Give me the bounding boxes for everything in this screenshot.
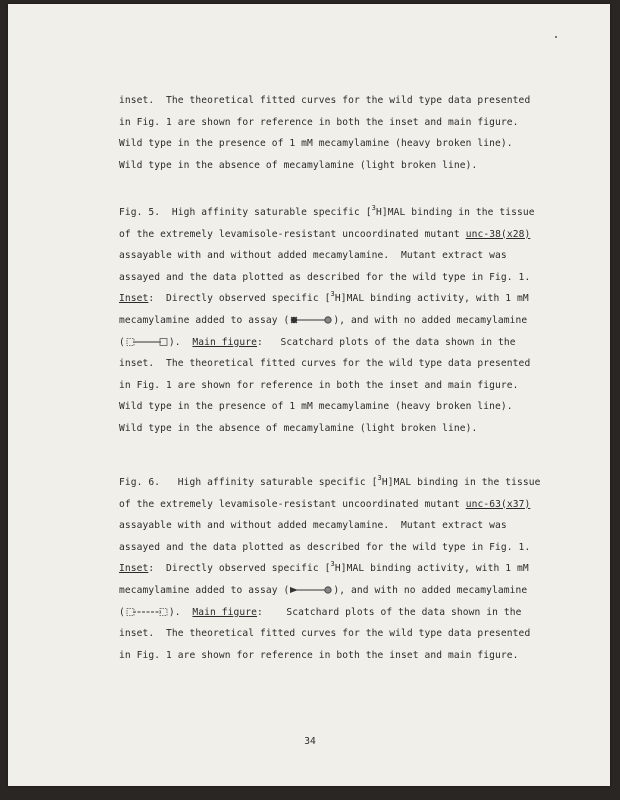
text-run: : Directly observed specific [: [148, 293, 331, 305]
legend-continuation: [119, 90, 539, 176]
text-run: mecamylamine added to assay (: [119, 314, 290, 326]
text-run: H]MAL binding in the tissue: [381, 477, 541, 488]
text-run: H]MAL binding activity, with 1 mM: [334, 563, 529, 575]
text-run: : Scatchard plots of the data shown in the: [257, 336, 516, 348]
superscript: 3: [371, 203, 376, 212]
text-line: [119, 224, 539, 246]
filled-symbol-line-icon: [289, 585, 333, 595]
mutant-name: unc-38(x28): [465, 228, 531, 240]
text-run: mecamylamine added to assay (: [119, 584, 290, 596]
filled-symbol-line-icon: [289, 315, 333, 325]
text-line: Wild type in the presence of 1 mM mecamylamine (heavy broken line).: [119, 138, 513, 150]
superscript: 3: [330, 560, 335, 569]
text-run: Fig. 5. High affinity saturable specific [: [119, 207, 372, 218]
text-run: of the extremely levamisole-resistant uncoordinated mutant: [119, 228, 466, 240]
text-line: inset. The theoretical fitted curves for the wild type data presented: [119, 358, 531, 370]
text-line: [119, 558, 539, 580]
text-line: inset. The theoretical fitted curves for the wild type data presented: [119, 95, 531, 106]
text-line: inset. The theoretical fitted curves for the wild type data presented: [119, 628, 531, 640]
inset-label: Inset: [119, 563, 149, 575]
text-line: in Fig. 1 are shown for reference in both the inset and main figure.: [119, 116, 519, 128]
text-line: [119, 494, 539, 516]
text-run: Fig. 6. High affinity saturable specific [: [119, 477, 378, 488]
text-line: Wild type in the absence of mecamylamine (light broken line).: [119, 159, 478, 171]
mutant-name: unc-63(x37): [465, 498, 531, 510]
page-number: 34: [304, 736, 316, 747]
figure-5-legend: [119, 202, 539, 440]
text-line: assayable with and without added mecamylamine. Mutant extract was: [119, 250, 507, 262]
text-run: (: [119, 606, 125, 618]
text-run: ).: [168, 606, 193, 618]
text-line: [119, 602, 539, 624]
text-line: Wild type in the absence of mecamylamine (light broken line).: [119, 422, 478, 434]
text-line: assayable with and without added mecamylamine. Mutant extract was: [119, 520, 507, 532]
text-run: : Directly observed specific [: [148, 563, 331, 575]
open-square-line-icon: [125, 607, 169, 617]
text-line: Wild type in the presence of 1 mM mecamylamine (heavy broken line).: [119, 401, 513, 413]
text-run: H]MAL binding activity, with 1 mM: [334, 293, 529, 305]
text-run: (: [119, 336, 125, 348]
text-line: [119, 332, 539, 354]
text-run: ).: [168, 336, 193, 348]
text-line: in Fig. 1 are shown for reference in both the inset and main figure.: [119, 649, 519, 661]
superscript: 3: [377, 473, 382, 482]
text-run: ), and with no added mecamylamine: [333, 584, 528, 596]
text-line: [119, 472, 539, 494]
text-run: : Scatchard plots of the data shown in the: [257, 606, 522, 618]
text-line: [119, 288, 539, 310]
text-run: of the extremely levamisole-resistant uncoordinated mutant: [119, 498, 466, 510]
text-line: assayed and the data plotted as described for the wild type in Fig. 1.: [119, 541, 531, 553]
superscript: 3: [330, 290, 335, 299]
text-line: assayed and the data plotted as described for the wild type in Fig. 1.: [119, 271, 531, 283]
inset-label: Inset: [119, 293, 149, 305]
main-figure-label: Main figure: [192, 606, 258, 618]
page-speck: [555, 36, 557, 38]
figure-6-legend: [119, 472, 539, 666]
text-line: [119, 202, 539, 224]
text-run: ), and with no added mecamylamine: [333, 314, 528, 326]
main-figure-label: Main figure: [192, 336, 258, 348]
text-line: [119, 310, 539, 332]
text-line: in Fig. 1 are shown for reference in both the inset and main figure.: [119, 379, 519, 391]
open-square-line-icon: [125, 337, 169, 347]
text-line: [119, 580, 539, 602]
text-run: H]MAL binding in the tissue: [376, 207, 535, 218]
